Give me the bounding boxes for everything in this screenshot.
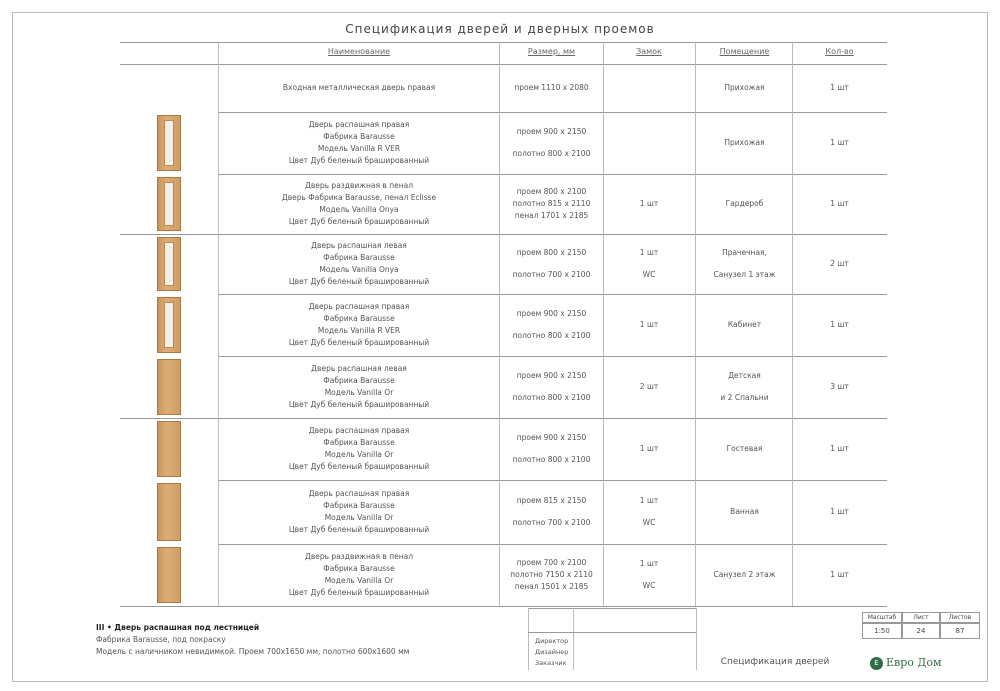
door-lock — [603, 319, 695, 331]
door-lock-line: 1 шт — [639, 559, 659, 568]
table-rule — [120, 64, 887, 65]
door-lock-line: 1 шт — [639, 444, 659, 453]
door-lock-line: 1 шт — [639, 248, 659, 257]
door-size — [500, 370, 603, 414]
door-size — [500, 557, 603, 593]
door-lock — [603, 558, 695, 602]
door-name-line: Фабрика Barausse — [323, 132, 395, 141]
door-qty: 1 шт — [830, 83, 849, 92]
door-room — [697, 569, 792, 581]
door-name-line: Фабрика Barausse — [323, 314, 395, 323]
door-name — [220, 301, 498, 349]
sheet-value: 24 — [902, 623, 940, 639]
note-line: Модель с наличником невидимкой. Проем 700х1650 мм, полотно 600х1600 мм — [96, 647, 410, 656]
door-thumbnail — [157, 237, 181, 291]
door-room — [697, 198, 792, 210]
door-room — [697, 137, 792, 149]
door-name-line: Модель Vanilla Or — [324, 576, 394, 585]
door-lock — [603, 443, 695, 455]
header-qty: Кол-во — [825, 47, 854, 56]
table-divider — [218, 42, 219, 606]
table-rule — [120, 234, 887, 235]
stamp-line — [696, 608, 697, 670]
door-lock — [603, 198, 695, 210]
door-size-line: полотно 700 х 2100 — [512, 270, 591, 279]
door-room-line: и 2 Спальни — [720, 393, 769, 402]
door-name-line: Модель Vanilla Or — [324, 388, 394, 397]
door-name-line: Модель Vanilla R VER — [317, 326, 401, 335]
door-name — [220, 82, 498, 94]
door-size — [500, 495, 603, 539]
door-lock-line: 1 шт — [639, 199, 659, 208]
door-room — [697, 247, 792, 291]
door-lock — [603, 381, 695, 393]
table-rule — [218, 480, 887, 481]
door-qty: 2 шт — [830, 259, 849, 268]
door-size-line: проем 900 х 2150 — [516, 433, 587, 442]
door-thumbnail — [157, 421, 181, 477]
door-room-line: Санузел 1 этаж — [713, 270, 776, 279]
door-room — [697, 319, 792, 331]
door-name-line: Цвет Дуб беленый брашированный — [288, 588, 430, 597]
door-name-line: Дверь распашная правая — [308, 120, 410, 129]
header-size: Размер, мм — [527, 47, 576, 56]
door-size-line: пенал 1701 х 2185 — [514, 211, 589, 220]
door-room-line: Прачечная, — [722, 248, 767, 257]
door-thumbnail — [157, 359, 181, 415]
table-rule — [218, 174, 887, 175]
door-name-line: Модель Vanilla Onya — [319, 205, 399, 214]
door-name-line: Цвет Дуб беленый брашированный — [288, 462, 430, 471]
door-size-line: полотно 815 х 2110 — [512, 199, 591, 208]
door-size-line: проем 800 х 2100 — [516, 187, 587, 196]
door-room-line: Гардероб — [725, 199, 764, 208]
door-qty: 1 шт — [830, 444, 849, 453]
brand-name: Евро Дом — [886, 656, 942, 669]
door-name — [220, 240, 498, 288]
stamp-line — [528, 608, 529, 670]
door-name-line: Модель Vanilla Or — [324, 513, 394, 522]
door-size-line: полотно 800 х 2100 — [512, 331, 591, 340]
header-room: Помещение — [719, 47, 770, 56]
door-lock — [603, 247, 695, 291]
door-name-line: Фабрика Barausse — [323, 501, 395, 510]
door-name-line: Цвет Дуб беленый брашированный — [288, 156, 430, 165]
door-qty: 1 шт — [830, 570, 849, 579]
header-name: Наименование — [327, 47, 391, 56]
door-room — [697, 370, 792, 414]
door-size-line: полотно 700 х 2100 — [512, 518, 591, 527]
door-room — [697, 506, 792, 518]
door-room — [697, 443, 792, 455]
door-name-line: Модель Vanilla R VER — [317, 144, 401, 153]
door-size-line: полотно 800 х 2100 — [512, 149, 591, 158]
door-qty: 1 шт — [830, 507, 849, 516]
door-thumbnail — [157, 177, 181, 231]
door-size-line: проем 815 х 2150 — [516, 496, 587, 505]
door-qty: 1 шт — [830, 199, 849, 208]
table-rule — [218, 544, 887, 545]
page-title: Спецификация дверей и дверных проемов — [345, 22, 655, 36]
door-name-line: Цвет Дуб беленый брашированный — [288, 277, 430, 286]
door-thumbnail — [157, 483, 181, 541]
stamp-line — [528, 632, 696, 633]
door-size — [500, 186, 603, 222]
table-rule — [120, 418, 887, 419]
door-name-line: Фабрика Barausse — [323, 253, 395, 262]
door-lock-line: 2 шт — [639, 382, 659, 391]
note-line: III • Дверь распашная под лестницей — [96, 623, 260, 632]
door-thumbnail — [157, 547, 181, 603]
door-name — [220, 119, 498, 167]
door-name-line: Входная металлическая дверь правая — [282, 83, 436, 92]
door-lock-line: WC — [642, 518, 656, 527]
table-rule — [218, 294, 887, 295]
door-room-line: Ванная — [730, 507, 759, 516]
door-room-line: Гостевая — [726, 444, 763, 453]
door-name-line: Дверь Фабрика Barausse, пенал Eclisse — [281, 193, 437, 202]
door-size-line: полотно 800 х 2100 — [512, 455, 591, 464]
door-thumbnail — [157, 297, 181, 353]
door-room-line: Прихожая — [724, 138, 765, 147]
scale-label: Масштаб — [862, 612, 902, 623]
door-size-line: полотно 7150 х 2110 — [510, 570, 593, 579]
stamp-role: Заказчик — [535, 659, 567, 667]
door-size-line: проем 900 х 2150 — [516, 371, 587, 380]
door-size — [500, 82, 603, 94]
stamp-line — [528, 608, 696, 609]
door-qty: 1 шт — [830, 320, 849, 329]
door-room-line: Прихожая — [724, 83, 765, 92]
door-size — [500, 126, 603, 170]
table-rule — [120, 606, 887, 607]
door-size — [500, 308, 603, 352]
door-lock-line: 1 шт — [639, 496, 659, 505]
scale-value: 1:50 — [862, 623, 902, 639]
sheet-label: Лист — [902, 612, 940, 623]
door-name-line: Дверь раздвижная в пенал — [304, 552, 414, 561]
door-size — [500, 432, 603, 476]
table-divider — [695, 42, 696, 606]
door-lock-line: WC — [642, 581, 656, 590]
door-name-line: Модель Vanilla Or — [324, 450, 394, 459]
door-name-line: Дверь распашная левая — [311, 364, 407, 373]
door-name-line: Цвет Дуб беленый брашированный — [288, 525, 430, 534]
door-size-line: проем 1110 х 2080 — [514, 83, 589, 92]
door-size-line: проем 700 х 2100 — [516, 558, 587, 567]
brand-logo-icon: Е — [870, 657, 883, 670]
door-name-line: Цвет Дуб беленый брашированный — [288, 217, 430, 226]
door-thumbnail — [157, 115, 181, 171]
stamp-role: Директор — [535, 637, 569, 645]
header-lock: Замок — [636, 47, 662, 56]
door-name-line: Дверь раздвижная в пенал — [304, 181, 414, 190]
note-line: Фабрика Barausse, под покраску — [96, 635, 226, 644]
stamp-sheet-title: Спецификация дверей — [720, 657, 830, 667]
door-name-line: Дверь распашная правая — [308, 426, 410, 435]
door-qty: 3 шт — [830, 382, 849, 391]
door-lock-line: WC — [642, 270, 656, 279]
door-name-line: Дверь распашная левая — [311, 241, 407, 250]
door-name-line: Дверь распашная правая — [308, 489, 410, 498]
door-name-line: Цвет Дуб беленый брашированный — [288, 400, 430, 409]
table-rule — [120, 42, 887, 43]
door-size-line: проем 900 х 2150 — [516, 127, 587, 136]
door-size-line: полотно 800 х 2100 — [512, 393, 591, 402]
door-lock-line: 1 шт — [639, 320, 659, 329]
sheets-value: 87 — [940, 623, 980, 639]
door-room-line: Санузел 2 этаж — [713, 570, 776, 579]
door-name-line: Модель Vanilla Onya — [319, 265, 399, 274]
table-rule — [218, 356, 887, 357]
door-name-line: Фабрика Barausse — [323, 564, 395, 573]
door-name — [220, 363, 498, 411]
door-name — [220, 425, 498, 473]
door-name — [220, 551, 498, 599]
stamp-line — [573, 608, 574, 670]
door-room-line: Кабинет — [727, 320, 762, 329]
door-room — [697, 82, 792, 94]
sheets-label: Листов — [940, 612, 980, 623]
door-size-line: пенал 1501 х 2185 — [514, 582, 589, 591]
door-size-line: проем 800 х 2150 — [516, 248, 587, 257]
door-name — [220, 180, 498, 228]
door-name-line: Фабрика Barausse — [323, 376, 395, 385]
door-lock — [603, 495, 695, 539]
door-size-line: проем 900 х 2150 — [516, 309, 587, 318]
door-size — [500, 247, 603, 291]
stamp-role: Дизайнер — [535, 648, 569, 656]
door-room-line: Детская — [728, 371, 761, 380]
door-name-line: Фабрика Barausse — [323, 438, 395, 447]
door-name — [220, 488, 498, 536]
door-qty: 1 шт — [830, 138, 849, 147]
table-rule — [218, 112, 887, 113]
door-name-line: Дверь распашная правая — [308, 302, 410, 311]
door-name-line: Цвет Дуб беленый брашированный — [288, 338, 430, 347]
